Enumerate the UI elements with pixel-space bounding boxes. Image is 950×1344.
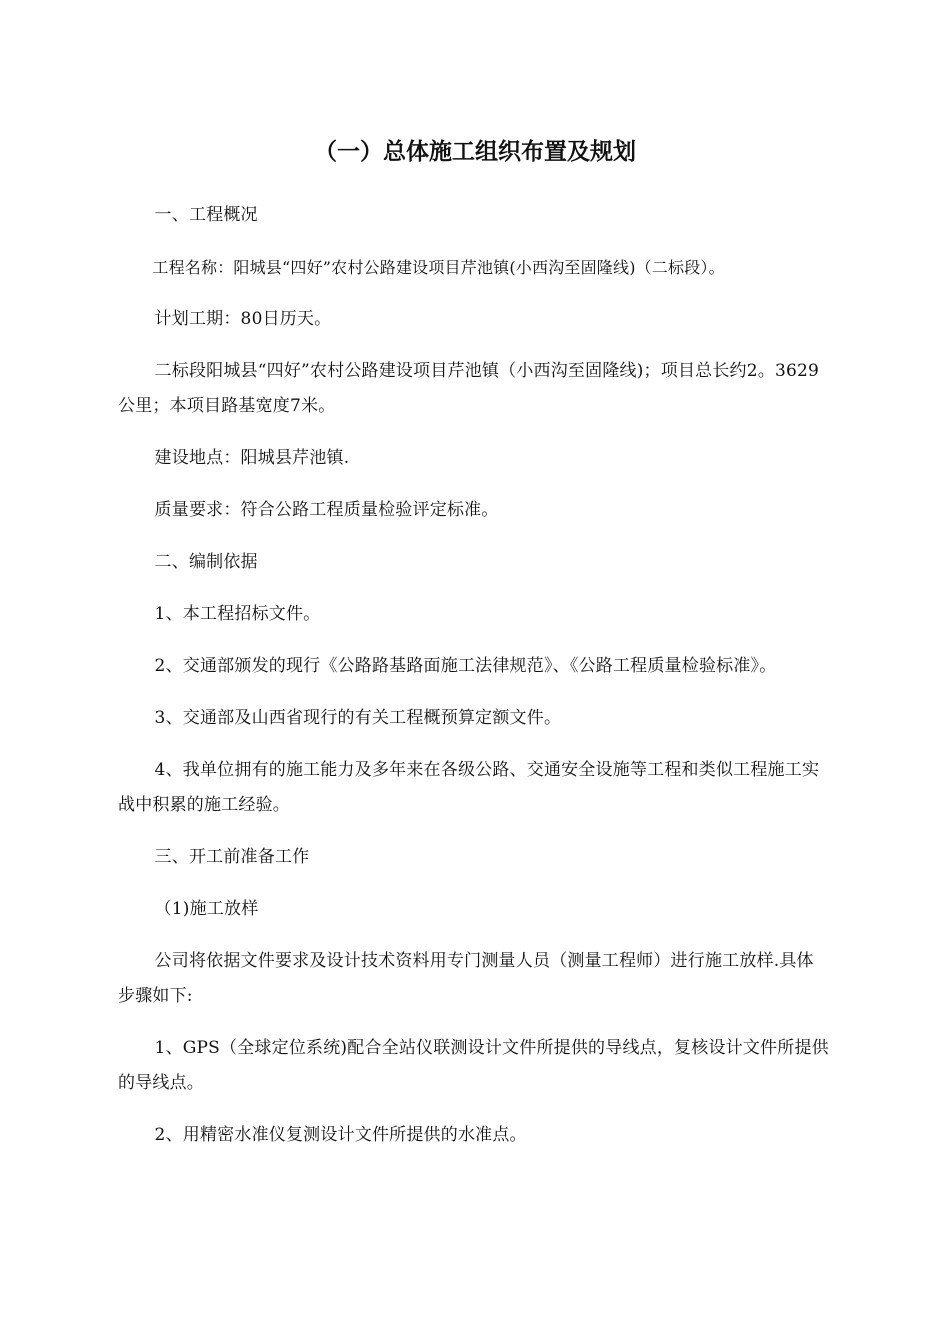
paragraph-stakeout-step-1: 1、GPS（全球定位系统)配合全站仪联测设计文件所提供的导线点，复核设计文件所提供的导线点。 — [118, 1038, 829, 1093]
paragraph-stakeout-step-2: 2、用精密水准仪复测设计文件所提供的水准点。 — [154, 1125, 527, 1145]
paragraph-basis-4: 4、我单位拥有的施工能力及多年来在各级公路、交通安全设施等工程和类似工程施工实战中积累的施工经验。 — [118, 760, 820, 815]
paragraph-stakeout-intro: 公司将依据文件要求及设计技术资料用专门测量人员（测量工程师）进行施工放样.具体步骤如下: — [118, 951, 814, 1006]
section-heading-overview: 一、工程概况 — [154, 205, 258, 225]
paragraph-basis-1: 1、本工程招标文件。 — [154, 604, 321, 624]
paragraph-quality: 质量要求：符合公路工程质量检验评定标准。 — [154, 500, 499, 520]
paragraph-basis-3: 3、交通部及山西省现行的有关工程概预算定额文件。 — [154, 708, 562, 728]
subheading-stakeout: （1)施工放样 — [154, 899, 259, 919]
paragraph-location: 建设地点：阳城县芹池镇. — [154, 448, 350, 468]
document-title: （一）总体施工组织布置及规划 — [314, 139, 636, 165]
document-body — [118, 198, 830, 1170]
paragraph-project-length: 二标段阳城县“四好”农村公路建设项目芹池镇（小西沟至固隆线)；项目总长约2。3629公里；本项目路基宽度7米。 — [118, 361, 820, 416]
section-heading-preparation: 三、开工前准备工作 — [154, 847, 310, 867]
paragraph-schedule: 计划工期：80日历天。 — [154, 309, 332, 329]
section-heading-basis: 二、编制依据 — [154, 552, 258, 572]
paragraph-basis-2: 2、交通部颁发的现行《公路路基路面施工法律规范》、《公路工程质量检验标准》。 — [154, 656, 777, 676]
paragraph-project-name: 工程名称：阳城县“四好”农村公路建设项目芹池镇(小西沟至固隆线)（二标段）。 — [152, 258, 725, 277]
